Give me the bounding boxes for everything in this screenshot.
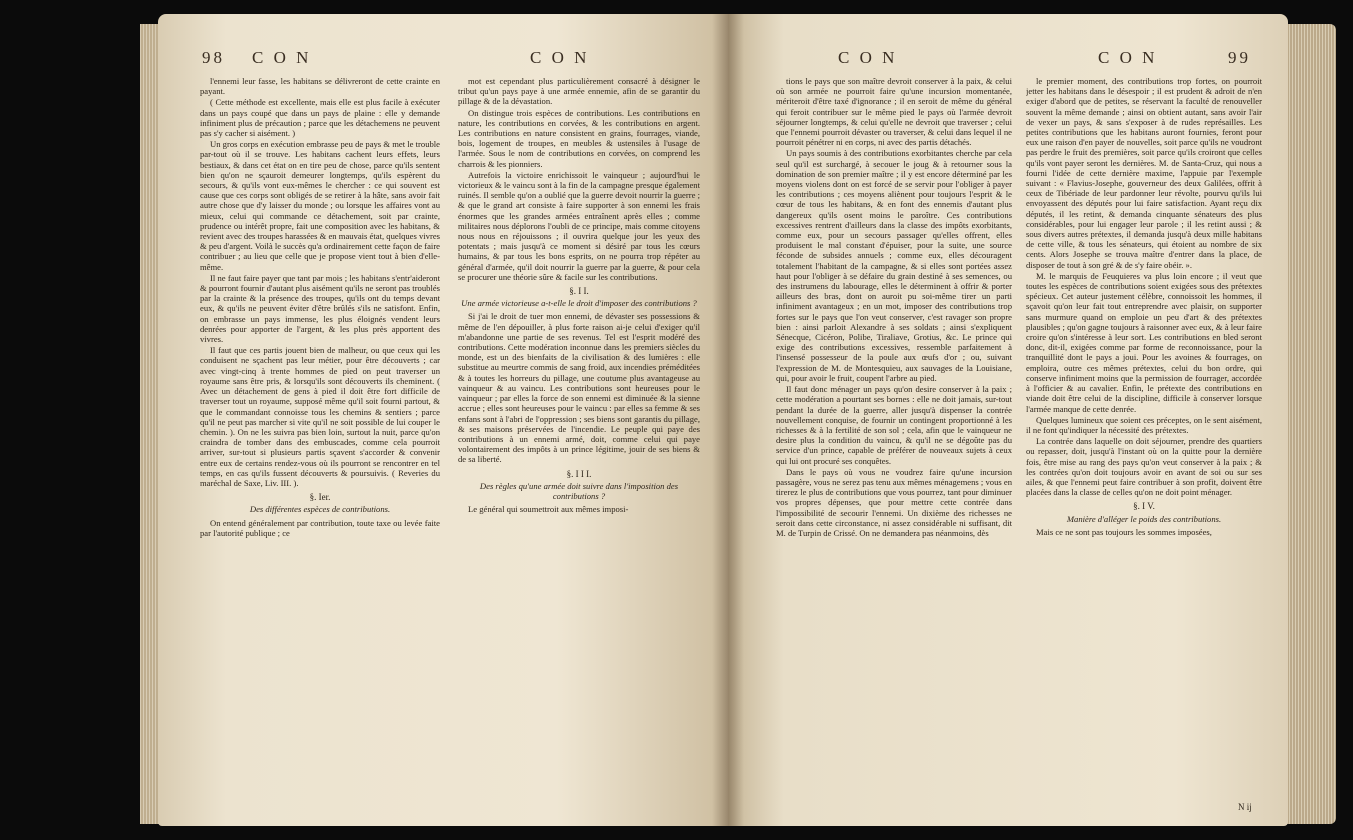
paragraph: On entend généralement par contribution, toute taxe ou levée faite par l'autorité publique ; ce — [200, 517, 440, 538]
paragraph: M. le marquis de Feuquieres va plus loin encore ; il veut que toutes les espèces de contributions soient exigées sous des prétextes spécieux. Cet auteur justement célèbre, connoissoit les hommes, il sçavoit qu'on leur fait tout entreprendre avec plaisir, on supporter sans murmure quand on emploie un peu d'art & des prétextes plausibles ; qu'on gagne toujours à raisonner avec eux, & à leur faire croire qu'on s'intéresse à leur sort. Les contributions en bled seront donc, dit-il, exigées comme par forme de reconnoissance, pour la tranquillité dont le pays a joui. Pour les avoines & fourrages, on emploira, outre ces mêmes prétextes, celui du bon ordre, qui conserve infiniment moins que la permission de fourrager, accordée à l'officier & au cavalier. Enfin, le prétexte des contributions en viande doit être celui de la discipline, difficile à conserver lorsque l'armée manque de cette denrée. — [1026, 270, 1262, 414]
paragraph: Mais ce ne sont pas toujours les sommes imposées, — [1036, 526, 1212, 537]
left-column-1 — [200, 76, 440, 816]
paragraph: Il ne faut faire payer que tant par mois ; les habitans s'entr'aideront & pourront fournir d'autant plus aisément qu'ils ne seront pas troublés par la crainte & la présence des troupes, qu'ils ont du temps devant eux, & qu'ils ne peuvent éviter d'être brûlés s'ils ne satisfont. Enfin, on embrasse un pays immense, les plus éloignés vendent leurs denrées pour apporter de l'argent, & les plus près apportent des vivres. — [200, 272, 440, 345]
left-page-number: 98 — [202, 48, 225, 67]
section-heading: §. I V. — [1133, 501, 1155, 512]
open-book — [40, 14, 1340, 834]
right-page-edges — [1286, 24, 1336, 824]
section-title: Manière d'alléger le poids des contributions. — [1066, 513, 1222, 524]
right-running-head-1: C O N — [838, 48, 898, 67]
paragraph: Un gros corps en exécution embrasse peu de pays & met le trouble par-tout où il se trouve. Les habitans cachent leurs effets, leurs bestiaux, & dans cet état on en tire peu de chose, parce qu'ils sentent bien qu'on ne sçauroit demeurer longtemps, qu'ils espèrent du secours, & qu'ils vont eux-mêmes le chercher : ce qui souvent est cause que ces corps sont obligés de se retirer à la hâte, sans avoir fait autre chose que d'y laisser du monde ; ou lorsque les affaires vont au mieux, celui qui commande ce détachement, soit par crainte, prudence ou intérêt propre, fait une composition avec les habitans, & revient avec des troupes harassées & en mauvais état, quelques vivres & peu d'argent. Voilà le succès qu'a ordinairement cette façon de faire contribuer ; au lieu que celle que je propose vient tout à bien d'elle-même. — [200, 139, 440, 272]
left-page — [158, 14, 728, 826]
right-page-number: 99 — [1228, 48, 1251, 67]
paragraph: ( Cette méthode est excellente, mais elle est plus facile à exécuter dans un pays coupé que dans un pays de plaine : elle y demande infiniment plus de précaution ; parce que les détachemens ne peuvent pas s'y cacher si aisément. ) — [200, 97, 440, 139]
left-running-head-2: C O N — [530, 48, 590, 67]
paragraph: l'ennemi leur fasse, les habitans se délivreront de cette crainte en payant. — [200, 76, 440, 97]
section-heading: §. I I. — [569, 286, 589, 297]
paragraph: Il faut que ces partis jouent bien de malheur, ou que ceux qui les conduisent ne sçachent pas leur métier, pour être découverts ; car avec vingt-cinq à trente hommes de pied on peut traverser un royaume sans être pris, & lorsqu'ils sont découverts ils cheminent. ( Avec un détachement de gens à pied il doit être fort difficile de traverser tout un royaume, supposé même qu'il soit fourni partout, & que le commandant connoisse tous les chemins & sentiers ; parce qu'il ne peut pas marcher si vite qu'il ne soit possible de lui couper le chemin. ). On ne les suivra pas bien loin, surtout la nuit, parce qu'on craindra de tomber dans des embuscades, comme cela pourroit arriver, sur-tout si plusieurs partis sçavent s'accorder & convenir entre eux de certains rendez-vous où ils pourront se rencontrer en tel temps, en cas qu'ils fussent découverts & poursuivis. ( Reveries du maréchal de Saxe, Liv. III. ). — [200, 345, 440, 488]
section-heading: §. Ier. — [309, 492, 331, 503]
right-column-1 — [776, 76, 1012, 816]
book-gutter — [712, 14, 744, 826]
paragraph: le premier moment, des contributions trop fortes, on pourroit jetter les habitans dans le désespoir ; il est prudent & adroit de n'en exiger d'abord que de petites, se réservant la faculté de renouveller souvent la même demande ; ainsi on obtient autant, sans avoir l'air de vexer un pays, & sans s'exposer à de rudes représailles. Les petites contributions que les habitans auront fournies, feront pour eux une raison d'en payer de nouvelles, soit parce qu'ils ne voudront pas perdre le fruit des premières, soit parce qu'ils croiront que celles qu'ils vont payer seront les dernières. M. de Santa-Cruz, qui nous a fourni l'idée de cette dernière maxime, l'appuie par l'exemple suivant : « Flavius-Josephe, gouverneur des deux Galilées, offrit à ceux de Tibériade de leur pardonner leur révolte, pourvu qu'ils lui envoyassent des députés pour lui faire satisfaction. Ayant reçu dix députés, il les retint, & demanda cinquante sénateurs des plus considérables, pour lui engager leur parole ; il les retint aussi ; & sous divers autres prétextes, il demanda jusqu'à deux mille habitans de cette ville, & tous les sénateurs, qui étoient au nombre de six cents. Alors Josephe se trouva maître d'entrer dans la place, de disposer de tout à son gré & de s'y faire obéir. ». — [1026, 76, 1262, 270]
section-heading: §. I I I. — [566, 468, 592, 479]
left-running-head-1: C O N — [252, 48, 312, 67]
paragraph: Si j'ai le droit de tuer mon ennemi, de dévaster ses possessions & même de l'en dépouiller, à plus forte raison ai-je celui d'exiger qu'il m'abandonne une partie de ses revenus. Tel est l'esprit modéré des contributions. Cette modération inconnue dans les premiers siècles du monde, est un des bienfaits de la civilisation & des lumières : elle substitue au meurtre commis de sang froid, aux incendies préméditées & à toutes les horreurs du pillage, une coutume plus avantageuse au vainqueur & au vaincu. Les contributions sont heureuses pour le vainqueur ; par elles la force de son ennemi est diminuée & la sienne accrue ; elles sont heureuses pour le vaincu : par elles sa femme & ses enfans sont à l'abri de l'oppression ; ses biens sont garantis du pillage, & ses maisons préservées de l'incendie. Le peuple qui paye des contributions à un ennemi armé, doit, comme celui qui paye volontairement des impôts à un prince légitime, jouir de ses biens & de sa liberté. — [458, 311, 700, 465]
paragraph: Dans le pays où vous ne voudrez faire qu'une incursion passagère, vous ne serez pas tenu aux mêmes ménagemens ; vous en tirerez le plus de contributions que vous pourrez, tant pour diminuer vos propres dépenses, que pour mettre cette contrée dans l'impossibilité de secourir l'ennemi. Un dixième des richesses ne seroit dans cette circonstance, ni assez considérable ni suffisant, dit M. de Turpin de Crissé. On ne demandera pas néanmoins, dès — [776, 466, 1012, 538]
signature-mark: N ij — [1238, 802, 1252, 812]
section-title: Une armée victorieuse a-t-elle le droit d'imposer des contributions ? — [461, 298, 697, 309]
paragraph: tions le pays que son maître devroit conserver à la paix, & celui où son armée ne pourroit faire qu'une incursion momentanée, mériteroit d'être taxé d'ignorance ; il en seroit de même du général qui feroit contribuer sur le même pied le pays où l'armée devroit séjourner longtemps, & celui qu'elle ne devroit que traverser ; celui que l'ennemi pourroit dévaster ou traverser, & celui dans lequel il ne pourroit pénétrer ni en corps, ni avec des partis détachés. — [776, 76, 1012, 148]
paragraph: Quelques lumineux que soient ces préceptes, on le sent aisément, il ne font qu'indiquer la nécessité des prétextes. — [1026, 414, 1262, 435]
left-page-edges — [140, 24, 160, 824]
right-running-head-2: C O N — [1098, 48, 1158, 67]
right-page — [728, 14, 1288, 826]
paragraph: On distingue trois espèces de contributions. Les contributions en nature, les contributions en corvées, & les contributions en argent. Les contributions en nature consistent en grains, fourrages, viande, bois, logement de troupes, en meubles & ustensiles à l'usage de l'armée. Sous le nom de contributions en corvées, on comprend les charrois & les pionniers. — [458, 107, 700, 169]
paragraph: mot est cependant plus particulièrement consacré à désigner le tribut qu'un pays paye à une armée ennemie, afin de se garantir du pillage & de la dévastation. — [458, 76, 700, 107]
section-title: Des différentes espèces de contributions. — [249, 504, 391, 515]
right-column-2 — [1026, 76, 1262, 796]
paragraph: Un pays soumis à des contributions exorbitantes cherche par cela seul qu'il est surchargé, à secouer le joug & à retourner sous la domination de son premier maître ; il y est encore déterminé par les moyens violens dont on est forcé de se servir pour l'obliger à payer les contributions ; ces moyens aliènent pour toujours l'esprit & le cœur de tous les habitans, & en font des ennemis d'autant plus dangereux qu'ils osent moins le paroître. Ces contributions excessives rentrent d'ailleurs dans la classe des impôts exorbitants, comme eux, pour un secours passager qu'elles offrent, elles produisent le mal constant d'épuiser, pour la suite, une source féconde de subsides annuels ; comme eux, elles découragent totalement l'habitant de la campagne, & si elles sont portées assez haut pour l'obliger à se défaire du grain destiné à ses semences, ou des instrumens du labourage, elles le déterminent à offrir & porter ailleurs des bras, dont on auroit pu soi-même tirer un parti infiniment avantageux ; en un mot, imposer des contributions trop fortes sur le pays que l'on veut conserver, c'est ravager son propre bien : ainsi parloit Alexandre à ses soldats ; ainsi s'expliquent Sénecque, Cicéron, Polibe, Tiraliave, Grotius, &c. Le prince qui exige des contributions excessives, ressemble parfaitement à l'insensé possesseur de la poule aux œufs d'or ; ou, suivant l'expression de M. de Montesquieu, aux sauvages de la Louisiane, qui, pour avoir le fruit, coupent l'arbre au pied. — [776, 148, 1012, 383]
paragraph: Le général qui soumettroit aux mêmes imposi- — [468, 504, 629, 515]
section-title: Des règles qu'une armée doit suivre dans l'imposition des contributions ? — [479, 480, 679, 501]
left-column-2 — [458, 76, 700, 816]
paragraph: La contrée dans laquelle on doit séjourner, prendre des quartiers ou repasser, doit, jusqu'à l'instant où on la quitte pour la dernière fois, être mise au rang des pays qu'on veut conserver à la paix ; & les contrées qu'on doit toujours avoir en avant de soi ou sur ses ailes, & que l'ennemi peut faire contribuer à son profit, doivent être placées dans la classe de celles qu'on ne doit point ménager. — [1026, 436, 1262, 498]
paragraph: Autrefois la victoire enrichissoit le vainqueur ; aujourd'hui le victorieux & le vaincu sont à la fin de la campagne presque également ruinés. Il semble qu'on a oublié que la guerre devoit nourrir la guerre ; & que le grand art consiste à faire supporter à son ennemi les frais énormes que les grandes armées entraînent après elles ; comme militaires nous déplorons l'oubli de ce principe, mais comme citoyens nous nous en réjouissons ; il ouvrira quelque jour les yeux des potentats ; mais jusqu'à ce moment si désiré par tous les cœurs humains, & par tous les bons esprits, on ne pourra trop répéter au général d'armée, qu'il doit nourrir la guerre par la guerre, & pour cela se procurer une théorie sûre & facile sur les contributions. — [458, 169, 700, 282]
paragraph: Il faut donc ménager un pays qu'on desire conserver à la paix ; cette modération a pourtant ses bornes : elle ne doit jamais, sur-tout pendant la durée de la guerre, aller jusqu'à dispenser la contrée nouvellement conquise, de fournir un contingent proportionné à les richesses & à la fertilité de son sol ; cela, afin que le vainqueur ne desire plus la condition du vaincu, & qu'il ne se dégoûte pas du service d'un prince, capable de préférer de nouveaux sujets à ceux qui lui ont procuré ses conquêtes. — [776, 384, 1012, 466]
